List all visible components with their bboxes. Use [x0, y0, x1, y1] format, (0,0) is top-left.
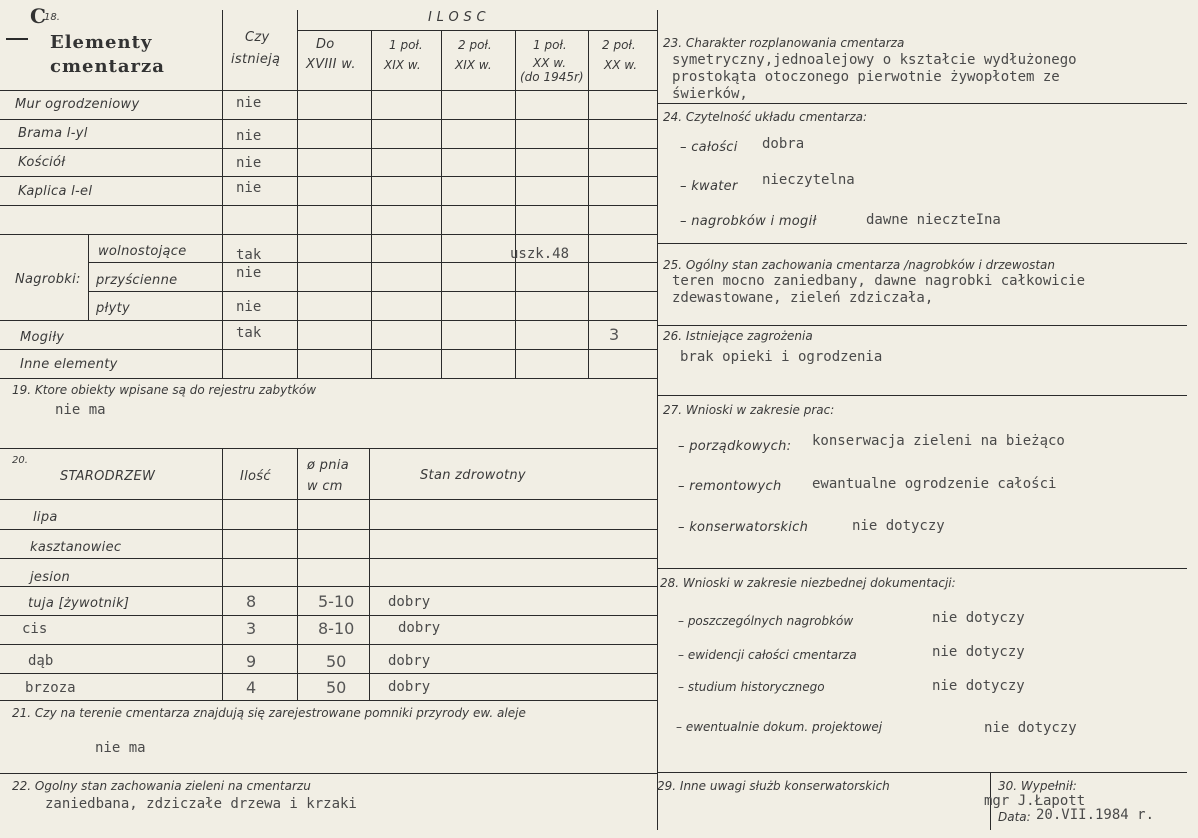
ilosc-header: I L O S C — [428, 10, 486, 25]
row-line — [0, 448, 657, 449]
row-line — [0, 205, 657, 206]
s25-line: teren mocno zaniedbany, dawne nagrobki całkowicie — [672, 273, 1086, 289]
s24-nagrobkow-label: – nagrobków i mogił — [680, 214, 817, 229]
value-plyty: nie — [236, 299, 262, 315]
row-line — [88, 291, 657, 292]
row-label-brama: Brama l-yl — [18, 126, 88, 141]
tree-divider — [297, 448, 298, 700]
tree-stan: dobry — [398, 620, 441, 636]
divider-ilosc-3 — [441, 30, 442, 378]
corner-mark: C — [30, 4, 47, 28]
row-line — [0, 176, 657, 177]
tree-name: lipa — [33, 510, 58, 525]
s27-remontowych-label: – remontowych — [678, 479, 782, 494]
s20-header-ilosc: Ilość — [240, 469, 271, 484]
right-row-line — [657, 395, 1187, 396]
s29-label: 29. Inne uwagi służb konserwatorskich — [657, 779, 890, 793]
s24-calosci-value: dobra — [762, 136, 805, 152]
row-label-wolnostojace: wolnostojące — [98, 244, 187, 259]
tree-diam: 50 — [326, 652, 347, 671]
row-line — [0, 320, 657, 321]
tree-count: 8 — [246, 592, 257, 611]
divider-ilosc-2 — [371, 30, 372, 378]
row-line — [0, 234, 657, 235]
s26-label: 26. Istniejące zagrożenia — [663, 329, 813, 343]
row-line — [0, 148, 657, 149]
col-header: XX w. — [604, 58, 638, 72]
col-header: 2 poł. — [602, 38, 636, 52]
s25-label: 25. Ogólny stan zachowania cmentarza /nagrobków i drzewostan — [663, 258, 1055, 272]
s24-nagrobkow-value: dawne nieczteIna — [866, 212, 1001, 228]
row-label-inne: Inne elementy — [20, 357, 118, 372]
s27-porzadkowych-value: konserwacja zieleni na bieżąco — [812, 433, 1065, 449]
col-header: XX w. — [533, 56, 567, 70]
row-label-przyscienne: przyścienne — [96, 273, 178, 288]
tree-divider — [369, 448, 370, 700]
row-label-nagrobki: Nagrobki: — [15, 272, 81, 287]
s27-konserwatorskich-label: – konserwatorskich — [678, 520, 809, 535]
tree-name: tuja [żywotnik] — [28, 596, 130, 611]
s28-ewidencji-value: nie dotyczy — [932, 644, 1025, 660]
s25-line: zdewastowane, zieleń zdziczała, — [672, 290, 934, 306]
tree-diam: 50 — [326, 678, 347, 697]
s19-label: 19. Ktore obiekty wpisane są do rejestru zabytków — [12, 383, 317, 397]
s20-header-starodrzew: STARODRZEW — [60, 469, 156, 484]
tree-name: cis — [22, 621, 48, 637]
value-brama: nie — [236, 128, 262, 144]
col-header: 2 poł. — [458, 38, 492, 52]
s30-label: 30. Wypełnił: — [998, 779, 1077, 793]
ilosc-line — [297, 30, 657, 31]
row-label-mur: Mur ogrodzeniowy — [15, 97, 140, 112]
tree-name: brzoza — [25, 680, 76, 696]
tree-row-line — [0, 644, 657, 645]
tree-stan: dobry — [388, 653, 431, 669]
tree-name: jesion — [30, 570, 70, 585]
s28-nagrobkow-label: – poszczególnych nagrobków — [678, 614, 854, 628]
row-line — [0, 349, 657, 350]
row-line — [0, 119, 657, 120]
row-line — [0, 378, 657, 379]
row-line — [0, 773, 657, 774]
s23-line: świerków, — [672, 86, 748, 102]
col-header: XIX w. — [384, 58, 421, 72]
tree-row-line — [0, 700, 657, 701]
row-label-kaplica: Kaplica l-el — [18, 184, 93, 199]
s28-label: 28. Wnioski w zakresie niezbednej dokumentacji: — [660, 576, 956, 590]
divider-ilosc-5 — [588, 30, 589, 378]
s21-label: 21. Czy na terenie cmentarza znajdują się zarejestrowane pomniki przyrody ew. aleje — [12, 706, 526, 720]
right-row-line — [657, 772, 1187, 773]
tree-stan: dobry — [388, 594, 431, 610]
s28-nagrobkow-value: nie dotyczy — [932, 610, 1025, 626]
value-mogily: tak — [236, 325, 262, 341]
tree-row-line — [0, 586, 657, 587]
s20-header-pnia: ø pnia — [307, 458, 349, 473]
s28-studium-label: – studium historycznego — [678, 680, 825, 694]
note-wolnostojace: uszk.48 — [510, 246, 570, 262]
s28-projekt-value: nie dotyczy — [984, 720, 1077, 736]
s19-answer: nie ma — [55, 402, 106, 418]
tree-diam: 5-10 — [318, 592, 355, 611]
tree-name: dąb — [28, 653, 54, 669]
s24-calosci-label: – całości — [680, 140, 738, 155]
s24-kwater-value: nieczytelna — [762, 172, 855, 188]
tree-divider — [222, 448, 223, 700]
right-row-line — [657, 325, 1187, 326]
s22-label: 22. Ogolny stan zachowania zieleni na cmentarzu — [12, 779, 311, 793]
tree-count: 4 — [246, 678, 257, 697]
value-wolnostojace: tak — [236, 247, 262, 263]
czy-istnieja-header: istnieją — [231, 52, 281, 67]
corner-dash — [6, 38, 28, 40]
right-row-line — [657, 568, 1187, 569]
col-header: 1 poł. — [533, 38, 567, 52]
s28-studium-value: nie dotyczy — [932, 678, 1025, 694]
row-label-plyty: płyty — [96, 301, 130, 316]
s27-porzadkowych-label: – porządkowych: — [678, 439, 792, 454]
tree-row-line — [0, 615, 657, 616]
divider-center — [657, 10, 658, 830]
s23-label: 23. Charakter rozplanowania cmentarza — [663, 36, 905, 50]
tree-stan: dobry — [388, 679, 431, 695]
s28-projekt-label: – ewentualnie dokum. projektowej — [676, 720, 883, 734]
czy-istnieja-header: Czy — [245, 30, 270, 45]
tree-diam: 8-10 — [318, 619, 355, 638]
s23-line: symetryczny,jednoalejowy o kształcie wydłużonego — [672, 52, 1077, 68]
s24-kwater-label: – kwater — [680, 179, 738, 194]
row-label-kosciol: Kościół — [18, 155, 66, 170]
divider-left-col — [222, 10, 223, 378]
tree-row-line — [0, 529, 657, 530]
s27-label: 27. Wnioski w zakresie prac: — [663, 403, 835, 417]
s30-name: mgr J.Łapott — [984, 793, 1086, 809]
row-line — [0, 90, 657, 91]
section-number: 18. — [44, 12, 60, 23]
row-label-mogily: Mogiły — [20, 330, 65, 345]
right-row-line — [657, 103, 1187, 104]
s22-answer: zaniedbana, zdziczałe drzewa i krzaki — [45, 796, 357, 812]
s30-date-value: 20.VII.1984 r. — [1036, 807, 1155, 823]
value-kosciol: nie — [236, 155, 262, 171]
s24-label: 24. Czytelność układu cmentarza: — [663, 110, 868, 124]
s20-header-pnia: w cm — [307, 479, 343, 494]
s20-number: 20. — [12, 455, 28, 466]
count-mogily: 3 — [609, 325, 620, 344]
s27-konserwatorskich-value: nie dotyczy — [852, 518, 945, 534]
s28-ewidencji-label: – ewidencji całości cmentarza — [678, 648, 857, 662]
section-title: cmentarza — [50, 56, 165, 77]
row-line — [88, 262, 657, 263]
tree-count: 3 — [246, 619, 257, 638]
value-przyscienne: nie — [236, 265, 262, 281]
col-header: Do — [316, 37, 335, 52]
divider-ilosc-1 — [297, 10, 298, 378]
s21-answer: nie ma — [95, 740, 146, 756]
col-header: XIX w. — [455, 58, 492, 72]
value-mur: nie — [236, 95, 262, 111]
tree-row-line — [0, 499, 657, 500]
s30-date-label: Data: — [998, 810, 1031, 824]
s26-answer: brak opieki i ogrodzenia — [680, 349, 883, 365]
tree-count: 9 — [246, 652, 257, 671]
tree-row-line — [0, 673, 657, 674]
col-header: (do 1945r) — [520, 70, 584, 84]
right-row-line — [657, 243, 1187, 244]
tree-name: kasztanowiec — [30, 540, 122, 555]
col-header: XVIII w. — [306, 57, 356, 72]
value-kaplica: nie — [236, 180, 262, 196]
divider-ilosc-4 — [515, 30, 516, 378]
s20-header-stan: Stan zdrowotny — [420, 468, 526, 483]
section-title: Elementy — [50, 32, 153, 53]
divider-nagrobki — [88, 234, 89, 320]
tree-row-line — [0, 558, 657, 559]
col-header: 1 poł. — [389, 38, 423, 52]
s23-line: prostokąta otoczonego pierwotnie żywopłotem ze — [672, 69, 1060, 85]
s27-remontowych-value: ewantualne ogrodzenie całości — [812, 476, 1057, 492]
